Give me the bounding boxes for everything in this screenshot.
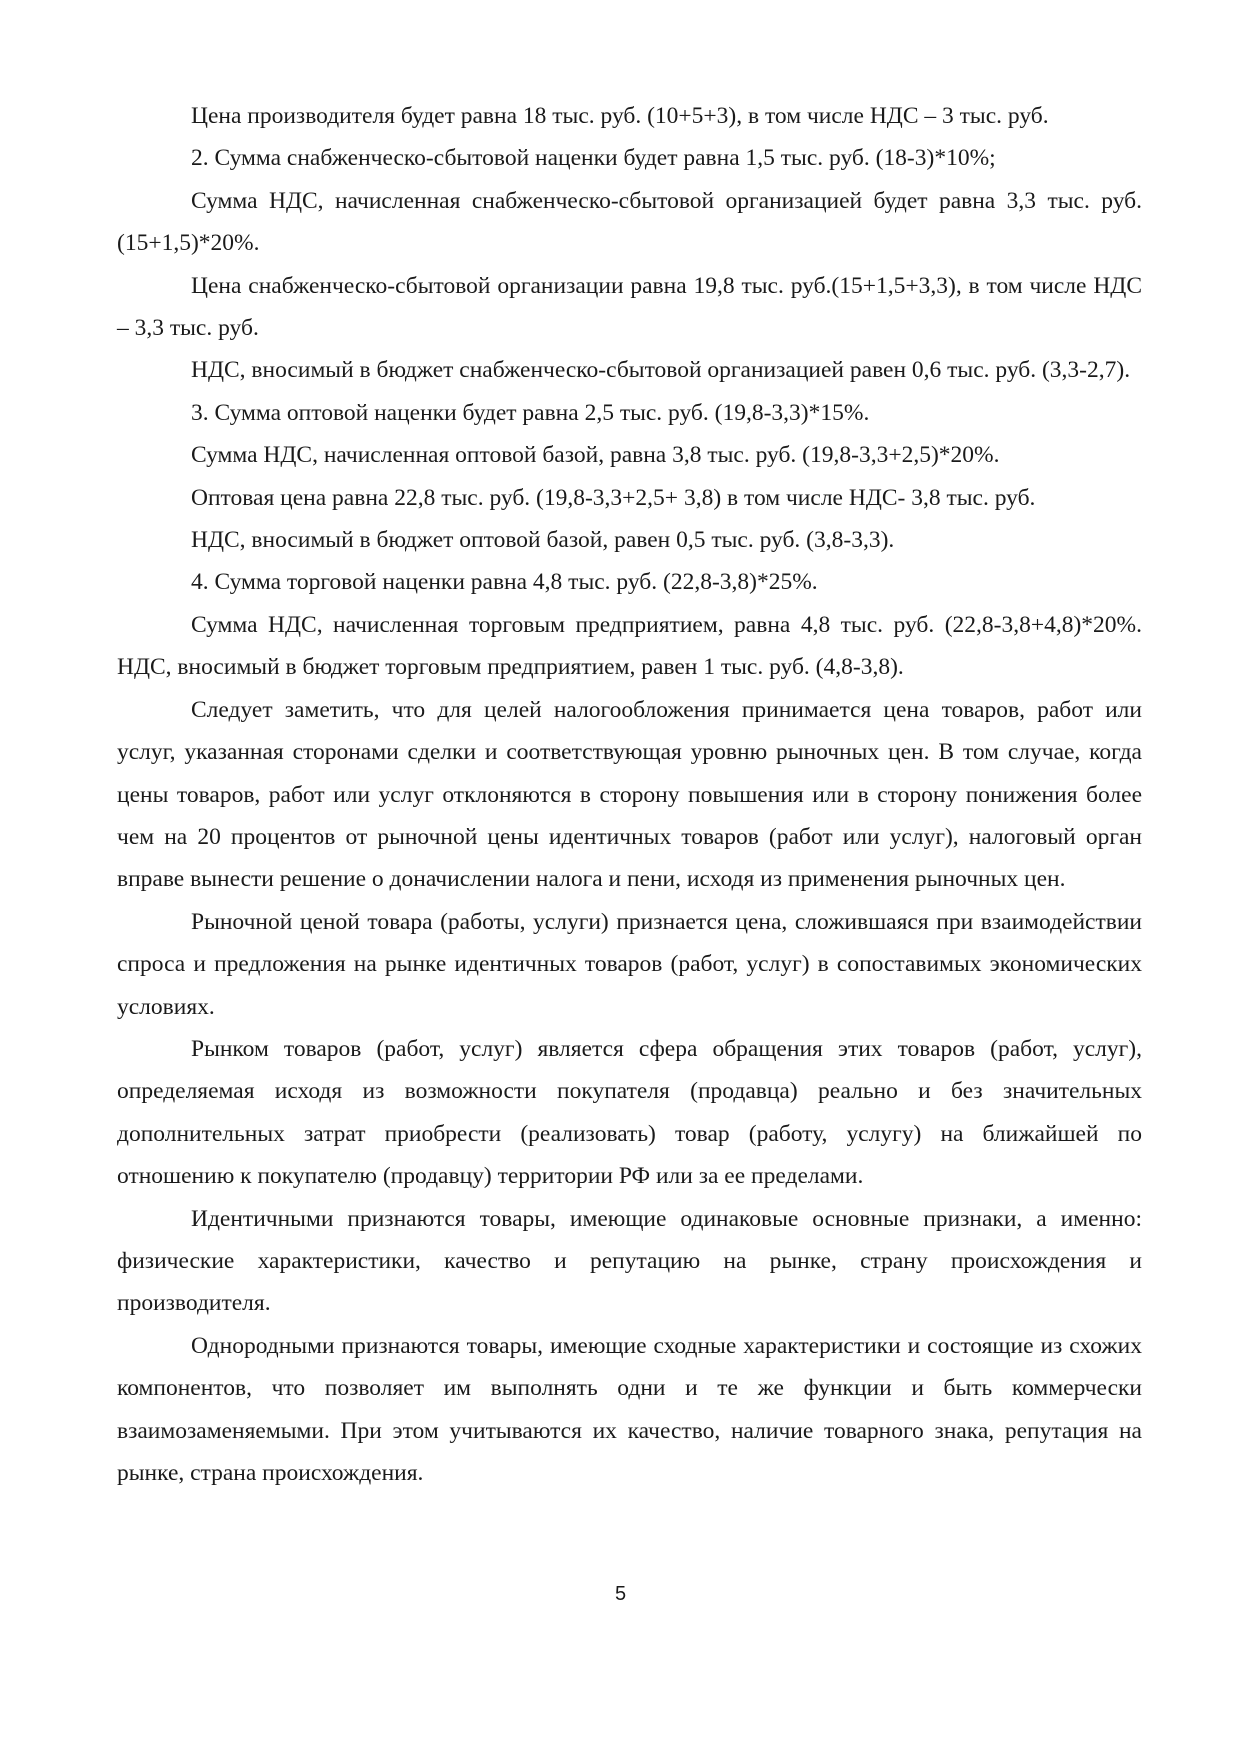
body-text bbox=[117, 95, 1142, 1494]
paragraph-producer-price: Цена производителя будет равна 18 тыс. руб. (10+5+3), в том числе НДС – 3 тыс. руб. bbox=[191, 103, 1049, 129]
paragraph-supply-markup: 2. Сумма снабженческо-сбытовой наценки будет равна 1,5 тыс. руб. (18-3)*10%; bbox=[191, 145, 996, 172]
paragraph-market-price: Рыночной ценой товара (работы, услуги) признается цена, сложившаяся при взаимодействии спроса и предложения на рынке идентичных товаров (работ, услуг) в сопоставимых экономических условиях. bbox=[117, 908, 1142, 1020]
paragraph-identical-goods: Идентичными признаются товары, имеющие одинаковые основные признаки, а именно: физические характеристики, качество и репутацию на рынке, страну происхождения и производителя. bbox=[117, 1205, 1142, 1317]
paragraph-wholesale-vat: Сумма НДС, начисленная оптовой базой, равна 3,8 тыс. руб. (19,8-3,3+2,5)*20%. bbox=[191, 442, 1000, 469]
paragraph-supply-price: Цена снабженческо-сбытовой организации равна 19,8 тыс. руб.(15+1,5+3,3), в том числе НДС – 3,3 тыс. руб. bbox=[117, 272, 1142, 342]
paragraph-supply-vat: Сумма НДС, начисленная снабженческо-сбытовой организацией будет равна 3,3 тыс. руб. (15+1,5)*20%. bbox=[117, 187, 1142, 257]
paragraph-homogeneous-goods: Однородными признаются товары, имеющие сходные характеристики и состоящие из схожих компонентов, что позволяет им выполнять одни и те же функции и быть коммерчески взаимозаменяемыми. При этом учитываются их качество, наличие товарного знака, репутация на рынке, страна происхождения. bbox=[117, 1332, 1142, 1486]
paragraph-wholesale-price: Оптовая цена равна 22,8 тыс. руб. (19,8-3,3+2,5+ 3,8) в том числе НДС- 3,8 тыс. руб. bbox=[191, 484, 1036, 511]
paragraph-wholesale-markup: 3. Сумма оптовой наценки будет равна 2,5 тыс. руб. (19,8-3,3)*15%. bbox=[191, 399, 870, 426]
paragraph-goods-market: Рынком товаров (работ, услуг) является сфера обращения этих товаров (работ, услуг), определяемая исходя из возможности покупателя (продавца) реально и без значительных дополнительных затрат приобрести (реализовать) товар (работу, услугу) на ближайшей по отношению к покупателю (продавцу) территории РФ или за ее пределами. bbox=[117, 1035, 1142, 1190]
page-number: 5 bbox=[614, 1583, 627, 1605]
paragraph-trade-vat: Сумма НДС, начисленная торговым предприятием, равна 4,8 тыс. руб. (22,8-3,8+4,8)*20%. НДС, вносимый в бюджет торговым предприятием, равен 1 тыс. руб. (4,8-3,8). bbox=[117, 611, 1142, 681]
paragraph-wholesale-vat-budget: НДС, вносимый в бюджет оптовой базой, равен 0,5 тыс. руб. (3,8-3,3). bbox=[191, 527, 895, 554]
paragraph-taxation-price: Следует заметить, что для целей налогообложения принимается цена товаров, работ или услуг, указанная сторонами сделки и соответствующая уровню рыночных цен. В том случае, когда цены товаров, работ или услуг отклоняются в сторону повышения или в сторону понижения более чем на 20 процентов от рыночной цены идентичных товаров (работ или услуг), налоговый орган вправе вынести решение о доначислении налога и пени, исходя из применения рыночных цен. bbox=[117, 696, 1142, 893]
paragraph-supply-vat-budget: НДС, вносимый в бюджет снабженческо-сбытовой организацией равен 0,6 тыс. руб. (3,3-2,7). bbox=[191, 357, 1131, 384]
paragraph-trade-markup: 4. Сумма торговой наценки равна 4,8 тыс. руб. (22,8-3,8)*25%. bbox=[191, 569, 818, 596]
